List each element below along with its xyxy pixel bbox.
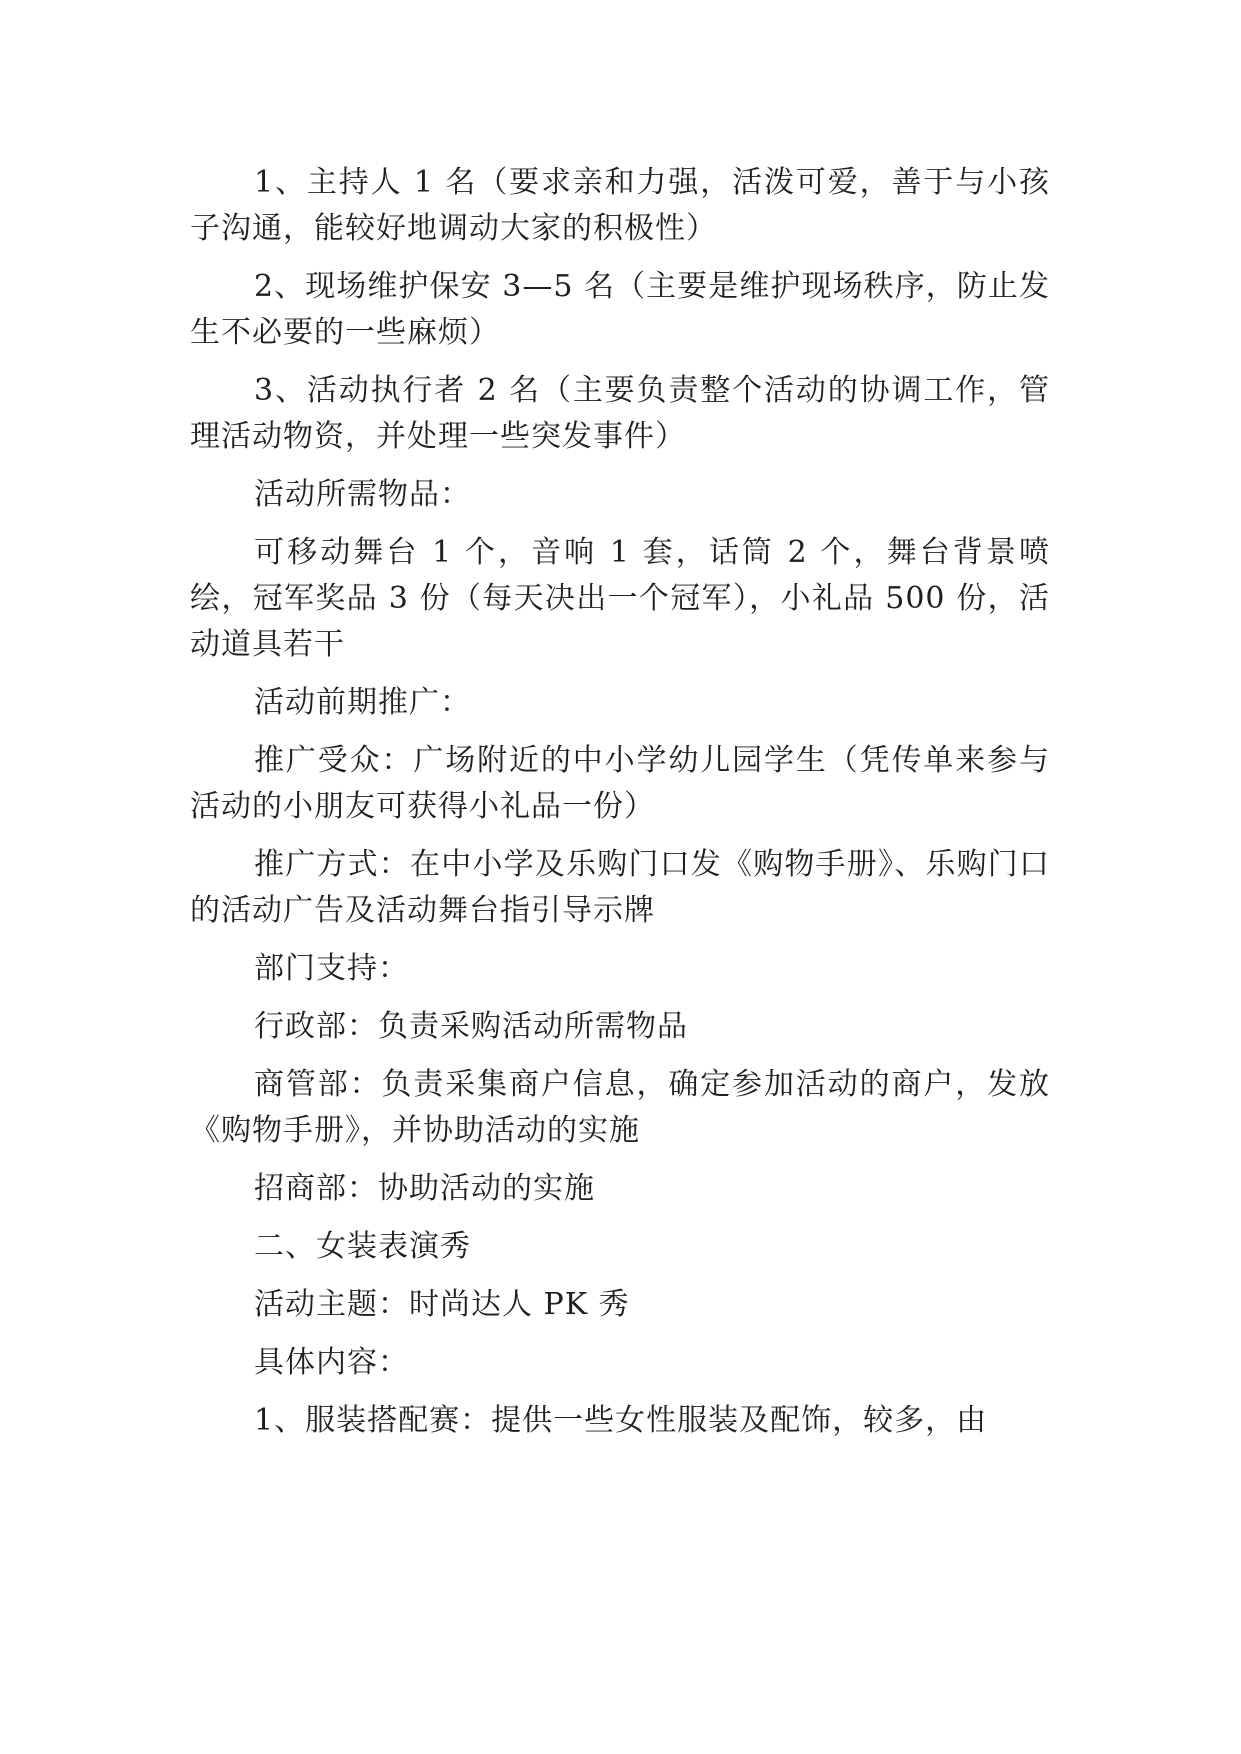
staff-host-paragraph: 1、主持人 1 名（要求亲和力强，活泼可爱，善于与小孩子沟通，能较好地调动大家的积极性）	[190, 165, 1050, 246]
section-two-heading: 二、女装表演秀	[254, 1229, 471, 1264]
commerce-dept-paragraph: 商管部：负责采集商户信息，确定参加活动的商户，发放《购物手册》，并协助活动的实施	[190, 1067, 1050, 1148]
event-theme-paragraph: 活动主题：时尚达人 PK 秀	[254, 1287, 630, 1322]
supplies-list-paragraph: 可移动舞台 1 个，音响 1 套，话筒 2 个，舞台背景喷绘，冠军奖品 3 份（每天决出一个冠军），小礼品 500 份，活动道具若干	[190, 535, 1050, 662]
staff-executor-paragraph: 3、活动执行者 2 名（主要负责整个活动的协调工作，管理活动物资，并处理一些突发事件）	[190, 373, 1050, 454]
details-heading: 具体内容：	[254, 1345, 409, 1380]
document-body	[190, 160, 1050, 1456]
promotion-method-paragraph: 推广方式：在中小学及乐购门口发《购物手册》、乐购门口的活动广告及活动舞台指引导示牌	[190, 847, 1050, 928]
staff-security-paragraph: 2、现场维护保安 3—5 名（主要是维护现场秩序，防止发生不必要的一些麻烦）	[190, 269, 1050, 350]
promotion-audience-paragraph: 推广受众：广场附近的中小学幼儿园学生（凭传单来参与活动的小朋友可获得小礼品一份）	[190, 743, 1050, 824]
investment-dept-paragraph: 招商部：协助活动的实施	[254, 1171, 595, 1206]
promotion-heading: 活动前期推广：	[254, 685, 471, 720]
admin-dept-paragraph: 行政部：负责采购活动所需物品	[254, 1009, 688, 1044]
supplies-heading: 活动所需物品：	[254, 477, 471, 512]
department-support-heading: 部门支持：	[254, 951, 409, 986]
outfit-contest-paragraph: 1、服装搭配赛：提供一些女性服装及配饰，较多，由	[254, 1403, 988, 1438]
